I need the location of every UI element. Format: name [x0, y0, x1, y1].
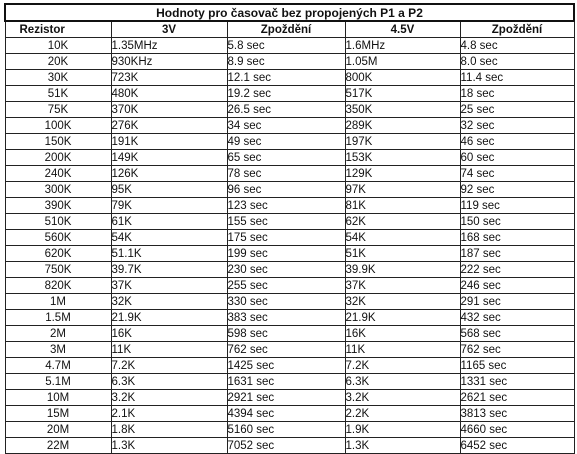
cell-frequency-4-5v: 153K	[345, 150, 460, 166]
table-body	[5, 38, 574, 454]
column-header-delay-4-5v: Zpoždění	[460, 21, 574, 38]
cell-frequency-4-5v: 1.3K	[345, 438, 460, 454]
cell-resistor: 1M	[5, 294, 111, 310]
cell-delay-3v: 19.2 sec	[227, 86, 345, 102]
cell-delay-3v: 96 sec	[227, 182, 345, 198]
cell-resistor: 51K	[5, 86, 111, 102]
cell-frequency-4-5v: 800K	[345, 70, 460, 86]
table-row	[5, 326, 574, 342]
cell-frequency-4-5v: 51K	[345, 246, 460, 262]
table-header-row	[5, 21, 574, 38]
cell-resistor: 390K	[5, 198, 111, 214]
table-row	[5, 342, 574, 358]
cell-delay-3v: 1425 sec	[227, 358, 345, 374]
cell-frequency-3v: 54K	[111, 230, 227, 246]
cell-delay-3v: 230 sec	[227, 262, 345, 278]
cell-resistor: 15M	[5, 406, 111, 422]
cell-delay-3v: 383 sec	[227, 310, 345, 326]
cell-frequency-3v: 126K	[111, 166, 227, 182]
cell-delay-3v: 175 sec	[227, 230, 345, 246]
cell-delay-3v: 330 sec	[227, 294, 345, 310]
table-title: Hodnoty pro časovač bez propojených P1 a P2	[5, 4, 574, 21]
cell-frequency-4-5v: 1.05M	[345, 54, 460, 70]
cell-resistor: 30K	[5, 70, 111, 86]
cell-frequency-3v: 11K	[111, 342, 227, 358]
cell-frequency-4-5v: 54K	[345, 230, 460, 246]
cell-resistor: 10K	[5, 38, 111, 54]
cell-frequency-3v: 37K	[111, 278, 227, 294]
cell-frequency-3v: 95K	[111, 182, 227, 198]
table-row	[5, 38, 574, 54]
cell-frequency-3v: 1.3K	[111, 438, 227, 454]
cell-resistor: 3M	[5, 342, 111, 358]
timer-values-sheet	[4, 3, 573, 452]
cell-frequency-3v: 149K	[111, 150, 227, 166]
cell-delay-4-5v: 432 sec	[460, 310, 574, 326]
column-header-resistor: Rezistor	[5, 21, 111, 38]
cell-delay-3v: 49 sec	[227, 134, 345, 150]
cell-frequency-3v: 32K	[111, 294, 227, 310]
table-row	[5, 182, 574, 198]
cell-frequency-3v: 61K	[111, 214, 227, 230]
cell-frequency-3v: 930KHz	[111, 54, 227, 70]
table-row	[5, 390, 574, 406]
cell-frequency-3v: 6.3K	[111, 374, 227, 390]
cell-resistor: 510K	[5, 214, 111, 230]
table-row	[5, 374, 574, 390]
cell-delay-3v: 1631 sec	[227, 374, 345, 390]
cell-frequency-4-5v: 32K	[345, 294, 460, 310]
cell-frequency-4-5v: 3.2K	[345, 390, 460, 406]
cell-delay-4-5v: 11.4 sec	[460, 70, 574, 86]
cell-delay-3v: 2921 sec	[227, 390, 345, 406]
cell-delay-3v: 5160 sec	[227, 422, 345, 438]
cell-frequency-3v: 16K	[111, 326, 227, 342]
cell-delay-4-5v: 74 sec	[460, 166, 574, 182]
cell-frequency-3v: 723K	[111, 70, 227, 86]
cell-resistor: 200K	[5, 150, 111, 166]
cell-frequency-4-5v: 7.2K	[345, 358, 460, 374]
cell-frequency-4-5v: 197K	[345, 134, 460, 150]
table-row	[5, 198, 574, 214]
cell-delay-4-5v: 246 sec	[460, 278, 574, 294]
cell-resistor: 100K	[5, 118, 111, 134]
table-row	[5, 310, 574, 326]
cell-frequency-3v: 1.35MHz	[111, 38, 227, 54]
cell-delay-4-5v: 187 sec	[460, 246, 574, 262]
cell-delay-3v: 78 sec	[227, 166, 345, 182]
cell-delay-4-5v: 222 sec	[460, 262, 574, 278]
cell-delay-4-5v: 6452 sec	[460, 438, 574, 454]
cell-frequency-3v: 276K	[111, 118, 227, 134]
cell-frequency-4-5v: 16K	[345, 326, 460, 342]
cell-resistor: 1.5M	[5, 310, 111, 326]
cell-delay-3v: 34 sec	[227, 118, 345, 134]
cell-frequency-3v: 51.1K	[111, 246, 227, 262]
table-row	[5, 150, 574, 166]
cell-resistor: 20K	[5, 54, 111, 70]
cell-delay-3v: 199 sec	[227, 246, 345, 262]
cell-delay-3v: 26.5 sec	[227, 102, 345, 118]
cell-frequency-4-5v: 1.6MHz	[345, 38, 460, 54]
cell-delay-4-5v: 8.0 sec	[460, 54, 574, 70]
table-row	[5, 358, 574, 374]
cell-delay-3v: 7052 sec	[227, 438, 345, 454]
cell-frequency-3v: 79K	[111, 198, 227, 214]
cell-frequency-4-5v: 97K	[345, 182, 460, 198]
column-header-delay-3v: Zpoždění	[227, 21, 345, 38]
cell-resistor: 820K	[5, 278, 111, 294]
cell-frequency-4-5v: 6.3K	[345, 374, 460, 390]
table-row	[5, 166, 574, 182]
cell-delay-3v: 8.9 sec	[227, 54, 345, 70]
cell-frequency-3v: 7.2K	[111, 358, 227, 374]
cell-delay-4-5v: 3813 sec	[460, 406, 574, 422]
cell-frequency-4-5v: 81K	[345, 198, 460, 214]
cell-frequency-3v: 191K	[111, 134, 227, 150]
cell-frequency-4-5v: 350K	[345, 102, 460, 118]
cell-delay-3v: 123 sec	[227, 198, 345, 214]
cell-delay-3v: 5.8 sec	[227, 38, 345, 54]
table-row	[5, 246, 574, 262]
cell-frequency-3v: 1.8K	[111, 422, 227, 438]
table-row	[5, 86, 574, 102]
cell-frequency-4-5v: 1.9K	[345, 422, 460, 438]
table-row	[5, 118, 574, 134]
cell-delay-4-5v: 168 sec	[460, 230, 574, 246]
cell-delay-3v: 12.1 sec	[227, 70, 345, 86]
cell-frequency-4-5v: 2.2K	[345, 406, 460, 422]
table-row	[5, 262, 574, 278]
cell-frequency-4-5v: 517K	[345, 86, 460, 102]
cell-resistor: 22M	[5, 438, 111, 454]
cell-delay-4-5v: 60 sec	[460, 150, 574, 166]
timer-values-table	[4, 3, 575, 454]
cell-resistor: 5.1M	[5, 374, 111, 390]
cell-delay-3v: 4394 sec	[227, 406, 345, 422]
cell-delay-4-5v: 1331 sec	[460, 374, 574, 390]
table-row	[5, 214, 574, 230]
cell-frequency-4-5v: 21.9K	[345, 310, 460, 326]
column-header-4-5v: 4.5V	[345, 21, 460, 38]
cell-frequency-4-5v: 62K	[345, 214, 460, 230]
cell-delay-4-5v: 92 sec	[460, 182, 574, 198]
cell-resistor: 10M	[5, 390, 111, 406]
cell-resistor: 300K	[5, 182, 111, 198]
cell-delay-4-5v: 25 sec	[460, 102, 574, 118]
cell-delay-4-5v: 568 sec	[460, 326, 574, 342]
cell-frequency-3v: 2.1K	[111, 406, 227, 422]
cell-delay-4-5v: 4660 sec	[460, 422, 574, 438]
cell-delay-4-5v: 119 sec	[460, 198, 574, 214]
table-row	[5, 294, 574, 310]
table-row	[5, 230, 574, 246]
table-row	[5, 278, 574, 294]
table-row	[5, 438, 574, 454]
cell-frequency-3v: 370K	[111, 102, 227, 118]
table-row	[5, 134, 574, 150]
table-row	[5, 54, 574, 70]
cell-resistor: 620K	[5, 246, 111, 262]
cell-delay-4-5v: 2621 sec	[460, 390, 574, 406]
cell-resistor: 240K	[5, 166, 111, 182]
cell-delay-4-5v: 4.8 sec	[460, 38, 574, 54]
cell-resistor: 4.7M	[5, 358, 111, 374]
table-row	[5, 102, 574, 118]
table-title-row	[5, 4, 574, 21]
cell-resistor: 20M	[5, 422, 111, 438]
cell-frequency-3v: 21.9K	[111, 310, 227, 326]
table-row	[5, 422, 574, 438]
cell-frequency-4-5v: 129K	[345, 166, 460, 182]
cell-resistor: 150K	[5, 134, 111, 150]
table-row	[5, 70, 574, 86]
cell-frequency-3v: 3.2K	[111, 390, 227, 406]
cell-frequency-3v: 480K	[111, 86, 227, 102]
cell-delay-3v: 255 sec	[227, 278, 345, 294]
cell-resistor: 2M	[5, 326, 111, 342]
cell-resistor: 75K	[5, 102, 111, 118]
column-header-3v: 3V	[111, 21, 227, 38]
cell-frequency-4-5v: 289K	[345, 118, 460, 134]
cell-delay-3v: 762 sec	[227, 342, 345, 358]
cell-delay-4-5v: 46 sec	[460, 134, 574, 150]
table-row	[5, 406, 574, 422]
cell-delay-4-5v: 150 sec	[460, 214, 574, 230]
cell-delay-4-5v: 1165 sec	[460, 358, 574, 374]
cell-delay-4-5v: 762 sec	[460, 342, 574, 358]
cell-delay-4-5v: 291 sec	[460, 294, 574, 310]
cell-frequency-4-5v: 11K	[345, 342, 460, 358]
cell-delay-4-5v: 32 sec	[460, 118, 574, 134]
cell-resistor: 750K	[5, 262, 111, 278]
cell-delay-4-5v: 18 sec	[460, 86, 574, 102]
cell-delay-3v: 598 sec	[227, 326, 345, 342]
cell-frequency-4-5v: 39.9K	[345, 262, 460, 278]
cell-frequency-3v: 39.7K	[111, 262, 227, 278]
cell-delay-3v: 65 sec	[227, 150, 345, 166]
cell-frequency-4-5v: 37K	[345, 278, 460, 294]
cell-delay-3v: 155 sec	[227, 214, 345, 230]
cell-resistor: 560K	[5, 230, 111, 246]
